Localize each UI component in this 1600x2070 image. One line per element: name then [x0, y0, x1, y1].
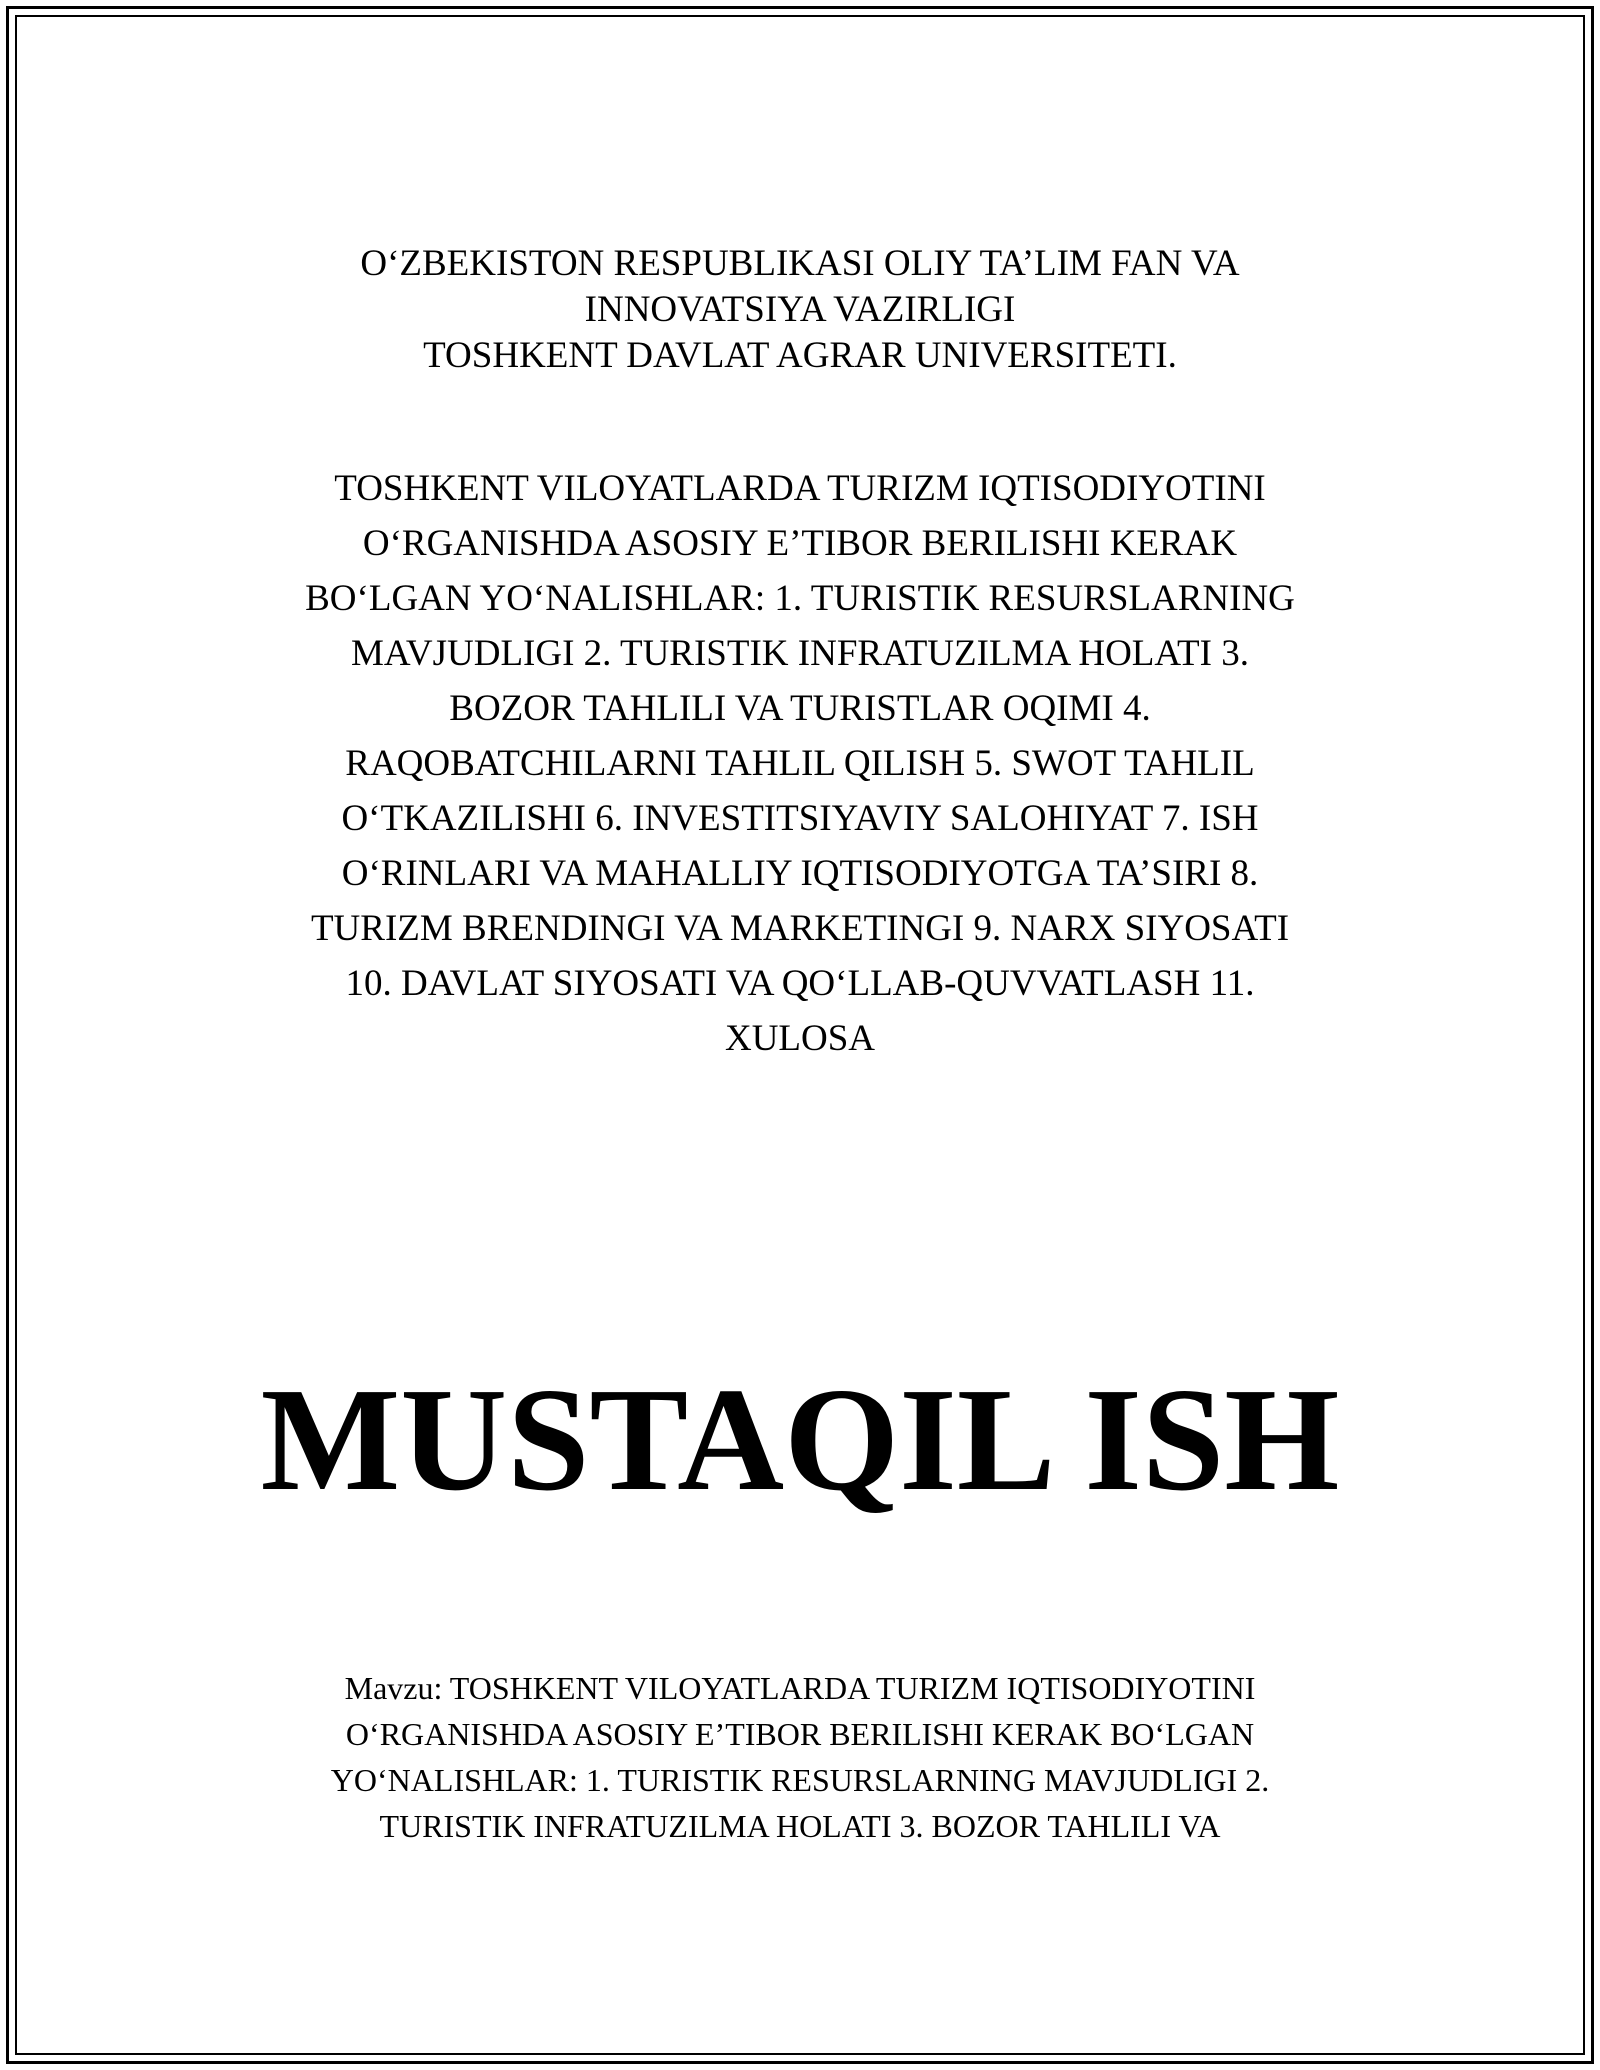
topic-line: MAVJUDLIGI 2. TURISTIK INFRATUZILMA HOLATI 3.: [351, 633, 1249, 674]
topic-heading: [0, 461, 1600, 1066]
topic-line: TOSHKENT VILOYATLARDA TURIZM IQTISODIYOTINI: [334, 468, 1266, 509]
header-line: INNOVATSIYA VAZIRLIGI: [584, 289, 1016, 330]
mavzu-subject: [0, 1665, 1600, 1849]
header-line: O‘ZBEKISTON RESPUBLIKASI OLIY TA’LIM FAN VA: [360, 243, 1240, 284]
topic-line: BO‘LGAN YO‘NALISHLAR: 1. TURISTIK RESURSLARNING: [305, 578, 1295, 619]
topic-line: RAQOBATCHILARNI TAHLIL QILISH 5. SWOT TAHLIL: [345, 743, 1255, 784]
topic-line: XULOSA: [724, 1018, 876, 1059]
topic-line: 10. DAVLAT SIYOSATI VA QO‘LLAB-QUVVATLASH 11.: [345, 963, 1255, 1004]
topic-line: BOZOR TAHLILI VA TURISTLAR OQIMI 4.: [449, 688, 1151, 729]
mavzu-line: YO‘NALISHLAR: 1. TURISTIK RESURSLARNING MAVJUDLIGI 2.: [330, 1762, 1270, 1798]
mavzu-line: TURISTIK INFRATUZILMA HOLATI 3. BOZOR TAHLILI VA: [379, 1808, 1221, 1844]
topic-line: TURIZM BRENDINGI VA MARKETINGI 9. NARX SIYOSATI: [310, 908, 1290, 949]
header-line: TOSHKENT DAVLAT AGRAR UNIVERSITETI.: [423, 335, 1177, 376]
topic-line: O‘RGANISHDA ASOSIY E’TIBOR BERILISHI KERAK: [362, 523, 1238, 564]
ministry-header: [0, 241, 1600, 379]
mavzu-line: Mavzu: TOSHKENT VILOYATLARDA TURIZM IQTISODIYOTINI: [344, 1670, 1256, 1706]
topic-line: O‘TKAZILISHI 6. INVESTITSIYAVIY SALOHIYAT 7. ISH: [341, 798, 1259, 839]
mavzu-line: O‘RGANISHDA ASOSIY E’TIBOR BERILISHI KERAK BO‘LGAN: [345, 1716, 1255, 1752]
document-title: MUSTAQIL ISH: [260, 1358, 1340, 1522]
topic-line: O‘RINLARI VA MAHALLIY IQTISODIYOTGA TA’SIRI 8.: [341, 853, 1259, 894]
